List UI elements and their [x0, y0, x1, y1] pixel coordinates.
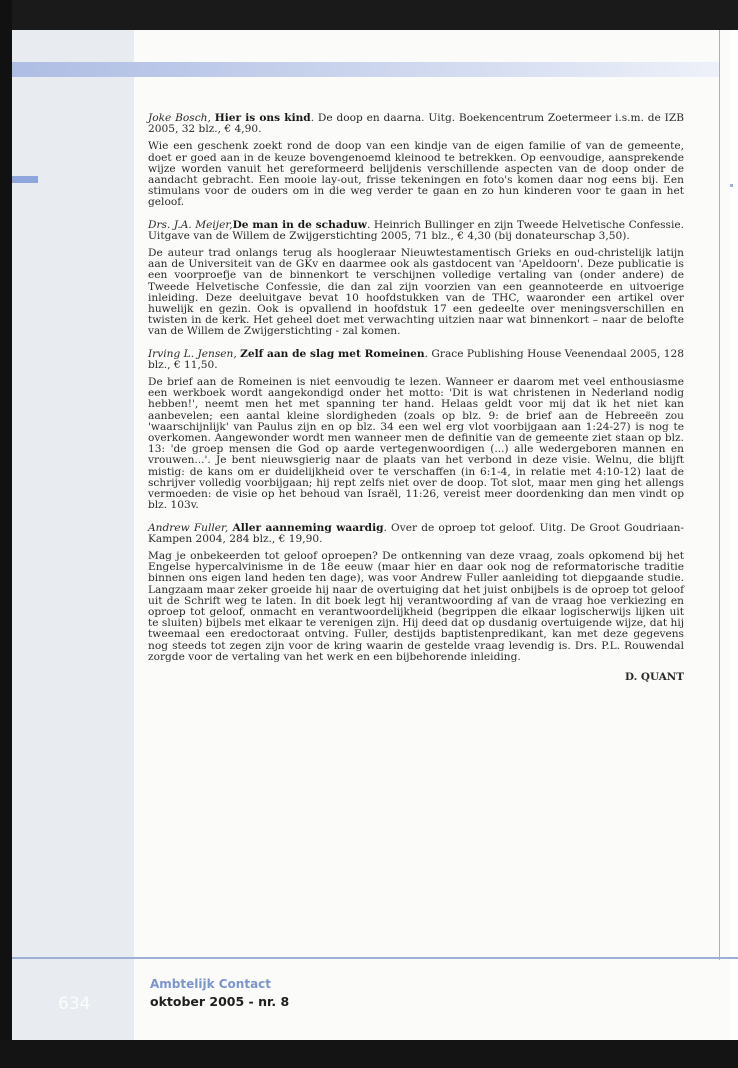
- scan-border-left: [0, 0, 12, 1068]
- header-color-band: [12, 62, 720, 77]
- book-title: De man in de schaduw: [232, 218, 367, 231]
- journal-name: Ambtelijk Contact: [150, 977, 272, 991]
- book-details: . De doop en daarna. Uitg. Boekencentrum Zoetermeer i.s.m. de IZB 2005, 32 blz., € 4,90.: [148, 112, 684, 136]
- right-margin-rule: [719, 30, 720, 960]
- book-entry-header: [148, 349, 684, 371]
- book-review-text: Wie een geschenk zoekt rond de doop van een kindje van de eigen familie of van de gemeente, doet er goed aan in de keuze bovengenoemd kleinood te betrekken. Op eenvoudige, aansprekende wijze worden vanuit het gereformeerd belijdenis verschillende aspecten van de doop onder de aandacht gebracht. Een mooie lay-out, frisse tekeningen en foto's komen daar nog eens bij. Een stimulans voor de ouders om in die weg verder te gaan en zo hun kinderen voor te gaan in het geloof.: [148, 140, 684, 209]
- book-title: Hier is ons kind: [214, 112, 311, 124]
- book-author: Irving L. Jensen,: [148, 347, 237, 360]
- book-entry-header: [148, 220, 684, 242]
- reviewer-signature: D. QUANT: [625, 670, 684, 683]
- book-entry-header: [148, 523, 684, 545]
- book-author: Andrew Fuller,: [148, 521, 229, 534]
- page-number: 634: [58, 994, 91, 1014]
- scan-border-top: [0, 0, 738, 30]
- book-review-text: De auteur trad onlangs terug als hoogleraar Nieuwtestamentisch Grieks en oud-christelijk latijn aan de Universiteit van de GKv en daarmee ook als gastdocent van 'Apeldoorn'. Deze publicatie is een voorproefje van de binnenkort te verschijnen volledige vertaling van (onder andere) de Tweede Helvetische Confessie, die dan zal zijn voorzien van een geannoteerde en uitvoerige inleiding. Deze deeluitgave bevat 10 hoofdstukken van de THC, waaronder een artikel over huwelijk en gezin. Ook is opvallend in hoofdstuk 17 een gedeelte over meningsverschillen en twisten in de kerk. Het geheel doet met verwachting uitzien naar wat binnenkort – naar de belofte van de Willem de Zwijgerstichting - zal komen.: [148, 247, 684, 338]
- right-margin-dot: [730, 184, 733, 187]
- book-author: Drs. J.A. Meijer,: [148, 218, 233, 231]
- book-review-text: Mag je onbekeerden tot geloof oproepen? De ontkenning van deze vraag, zoals opkomend bij het Engelse hypercalvinisme in de 18e eeuw (maar hier en daar ook nog de reformatorische traditie binnen ons eigen land heden ten dage), was voor Andrew Fuller aanleiding tot diepgaande studie. Langzaam maar zeker groeide hij naar de overtuiging dat het juist onbijbels is de oproep tot geloof uit de Schrift weg te laten. In dit boek legt hij verantwoording af van de vraag hoe verkiezing en oproep tot geloof, onmacht en verantwoordelijkheid (begrippen die elkaar logischerwijs lijken uit te sluiten) bijbels met elkaar te verenigen zijn. Hij deed dat op dusdanig overtuigende wijze, dat hij tweemaal een eredoctoraat ontving. Fuller, destijds baptistenpredikant, kan met deze gegevens nog steeds tot zegen zijn voor de kring waarin de gestelde vraag levendig is. Drs. P.L. Rouwendal zorgde voor de vertaling van het werk en een bijbehorende inleiding.: [148, 549, 684, 663]
- book-details: . Heinrich Bullinger en zijn Tweede Helvetische Confessie. Uitgave van de Willem de Zwijgerstichting 2005, 71 blz., € 4,30 (bij donateurschap 3,50).: [148, 218, 685, 242]
- issue-label: oktober 2005 - nr. 8: [150, 994, 290, 1009]
- book-review-text: De brief aan de Romeinen is niet eenvoudig te lezen. Wanneer er daarom met veel enthousiasme een werkboek wordt aangekondigd onder het motto: 'Dit is wat christenen in Nederland nodig hebben!', neemt men het met spanning ter hand. Helaas geldt voor mij dat ik het niet kan aanbevelen; een aantal kleine slordigheden (zoals op blz. 9: de brief aan de Hebreeën zou 'waarschijnlijk' van Paulus zijn en op blz. 34 een wel erg vlot voorbijgaan aan 1:24-27) is nog te overkomen. Aangewonder wordt men wanneer men de definitie van de gemeente ziet staan op blz. 13: 'de groep mensen die God op aarde vertegenwoordigen (...) alle wedergeboren mannen en vrouwen...'. Je bent nieuwsgierig naar de plaats van het verbond in deze visie. Welnu, die blijft mistig: de kans om er duidelijkheid over te verschaffen (in 6:1-4, in relatie met 4:10-12) laat de schrijver volledig voorbijgaan; hij rept zelfs niet over de doop. Tot slot, maar men ging het allengs vermoeden: de visie op het behoud van Israël, 11:26, vereist meer doordenking dan men vindt op blz. 103v.: [148, 376, 684, 512]
- scan-border-bottom: [0, 1040, 738, 1068]
- sidebar-marker: [12, 176, 38, 183]
- footer-rule: [12, 957, 738, 959]
- book-details: . Over de oproep tot geloof. Uitg. De Groot Goudriaan-Kampen 2004, 284 blz., € 19,90.: [148, 521, 685, 545]
- book-entry-header: [148, 113, 684, 135]
- review-column: [148, 113, 684, 694]
- page-footer: [150, 976, 289, 1012]
- book-author: Joke Bosch,: [148, 112, 211, 124]
- book-title: Zelf aan de slag met Romeinen: [240, 347, 425, 360]
- book-details: . Grace Publishing House Veenendaal 2005, 128 blz., € 11,50.: [148, 347, 684, 371]
- book-title: Aller aanneming waardig: [232, 521, 384, 534]
